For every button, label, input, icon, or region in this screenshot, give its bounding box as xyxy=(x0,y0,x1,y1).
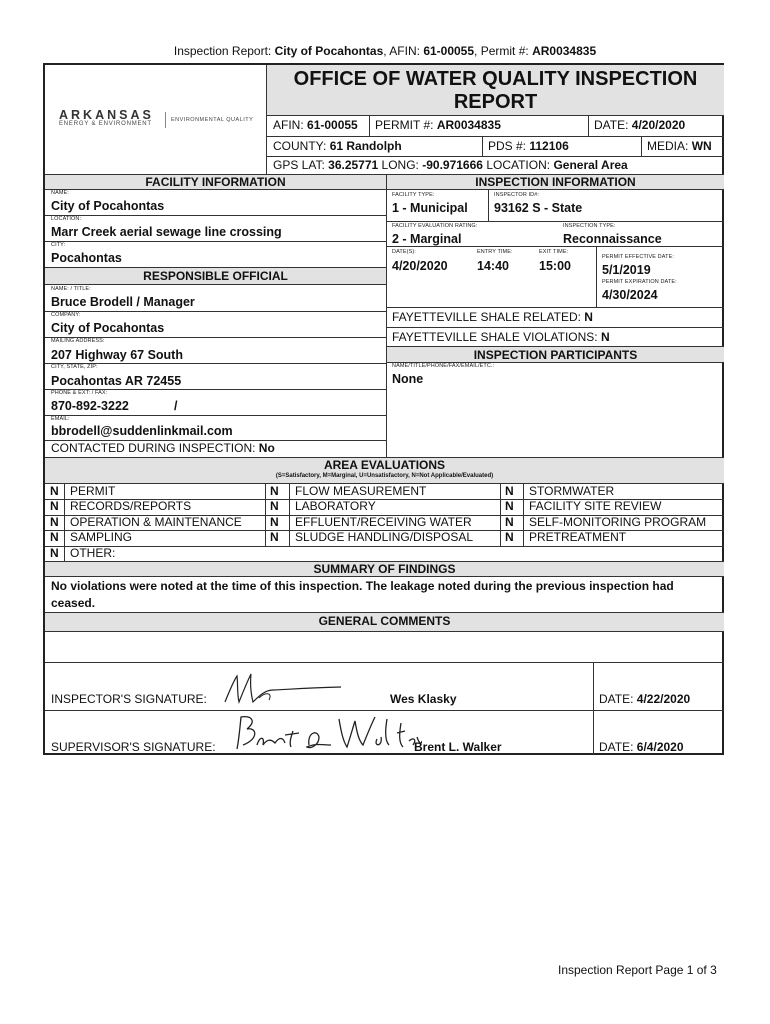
header-permit: AR0034835 xyxy=(532,44,597,58)
report-title xyxy=(267,68,724,114)
date-value: 4/20/2020 xyxy=(631,118,686,132)
gps-long-value: -90.971666 xyxy=(422,158,483,172)
official-company: City of Pocahontas xyxy=(51,321,165,335)
area-evaluations-heading: AREA EVALUATIONS xyxy=(323,458,446,472)
header-afin-prefix: , AFIN: xyxy=(383,44,420,58)
inspector-date-label: DATE: xyxy=(599,692,634,706)
permit-expiration-label: PERMIT EXPIRATION DATE: xyxy=(602,279,677,285)
area-rating-code: N xyxy=(505,530,514,545)
area-rating-code: N xyxy=(50,499,59,514)
area-rating-label: LABORATORY xyxy=(295,499,376,514)
inspector-signature-image xyxy=(221,668,371,708)
header-facility: City of Pocahontas xyxy=(274,44,384,58)
facility-city-label: CITY: xyxy=(51,242,66,248)
supervisor-date-label: DATE: xyxy=(599,740,634,754)
logo-division: ENVIRONMENTAL QUALITY xyxy=(171,117,254,123)
county-value: 61 Randolph xyxy=(329,139,402,153)
facility-location: Marr Creek aerial sewage line crossing xyxy=(51,225,282,239)
date-label: DATE: xyxy=(594,118,629,132)
participants-label: NAME/TITLE/PHONE/FAX/EMAIL/ETC.: xyxy=(392,363,495,369)
area-rating-label: SELF-MONITORING PROGRAM xyxy=(529,514,707,529)
facility-info-heading: FACILITY INFORMATION xyxy=(145,175,286,189)
pds-value: 112106 xyxy=(529,139,569,153)
inspection-dates: 4/20/2020 xyxy=(392,259,448,273)
inspection-dates-label: DATE(S): xyxy=(392,249,416,255)
permit-effective-label: PERMIT EFFECTIVE DATE: xyxy=(602,254,674,260)
permit-field xyxy=(375,118,501,132)
area-rating-label: OTHER: xyxy=(70,545,116,560)
inspector-date-field xyxy=(599,692,690,706)
official-email-label: EMAIL: xyxy=(51,416,70,422)
official-csz-label: CITY, STATE, ZIP: xyxy=(51,364,98,370)
agency-logo xyxy=(59,108,154,127)
county-field xyxy=(273,139,402,153)
report-form xyxy=(43,63,724,755)
official-csz: Pocahontas AR 72455 xyxy=(51,374,182,388)
general-comments-heading: GENERAL COMMENTS xyxy=(318,614,451,628)
supervisor-name: Brent L. Walker xyxy=(414,740,502,754)
area-evaluations-legend: (S=Satisfactory, M=Marginal, U=Unsatisfactory, N=Not Applicable/Evaluated) xyxy=(275,473,494,479)
exit-time: 15:00 xyxy=(539,259,571,273)
area-rating-label: STORMWATER xyxy=(529,484,615,498)
official-mail: 207 Highway 67 South xyxy=(51,348,183,362)
facility-city: Pocahontas xyxy=(51,251,122,265)
header-afin: 61-00055 xyxy=(423,44,475,58)
report-title-line2: REPORT xyxy=(453,91,538,113)
area-rating-code: N xyxy=(50,530,59,545)
media-field xyxy=(647,139,712,153)
findings-line-1: No violations were noted at the time of this inspection. The leakage noted during the previous inspection had xyxy=(51,579,674,593)
shale-violations-field xyxy=(392,330,610,344)
inspection-info-heading: INSPECTION INFORMATION xyxy=(475,175,636,189)
gps-field xyxy=(273,158,628,172)
entry-time-label: ENTRY TIME: xyxy=(477,249,513,255)
area-rating-code: N xyxy=(505,514,514,529)
contacted-value: No xyxy=(258,441,275,455)
participants-value: None xyxy=(392,372,424,386)
general-comments-body xyxy=(45,632,724,662)
inspection-type: Reconnaissance xyxy=(563,232,662,246)
page-footer: Inspection Report Page 1 of 3 xyxy=(558,963,717,977)
pds-field xyxy=(488,139,569,153)
location-label: LOCATION: xyxy=(486,158,551,172)
shale-violations-label: FAYETTEVILLE SHALE VIOLATIONS: xyxy=(392,330,598,344)
official-phone-label: PHONE & EXT: / FAX: xyxy=(51,390,108,396)
facility-type: 1 - Municipal xyxy=(392,201,468,215)
area-rating-label: SLUDGE HANDLING/DISPOSAL xyxy=(295,530,474,545)
inspector-date-value: 4/22/2020 xyxy=(636,692,691,706)
official-name-label: NAME: / TITLE: xyxy=(51,286,91,292)
afin-label: AFIN: xyxy=(273,118,304,132)
area-rating-label: SAMPLING xyxy=(70,530,133,545)
logo-sub: ENERGY & ENVIRONMENT xyxy=(59,121,152,127)
afin-value: 61-00055 xyxy=(307,118,358,132)
area-rating-code: N xyxy=(270,530,279,545)
official-company-label: COMPANY: xyxy=(51,312,81,318)
evaluation-rating: 2 - Marginal xyxy=(392,232,462,246)
facility-type-label: FACILITY TYPE: xyxy=(392,192,435,198)
location-value: General Area xyxy=(553,158,628,172)
shale-related-field xyxy=(392,310,593,324)
facility-name-label: NAME: xyxy=(51,190,69,196)
participants-heading: INSPECTION PARTICIPANTS xyxy=(473,348,638,362)
inspector-id-label: INSPECTOR ID#: xyxy=(494,192,540,198)
report-title-line1: OFFICE OF WATER QUALITY INSPECTION xyxy=(293,68,698,90)
report-header xyxy=(0,44,770,58)
shale-violations-value: N xyxy=(600,330,610,344)
area-rating-label: FLOW MEASUREMENT xyxy=(295,484,427,498)
facility-name: City of Pocahontas xyxy=(51,199,165,213)
contacted-field xyxy=(51,441,275,455)
findings-heading: SUMMARY OF FINDINGS xyxy=(313,562,456,576)
logo-divider xyxy=(165,112,166,128)
supervisor-date-field xyxy=(599,740,684,754)
permit-expiration-date: 4/30/2024 xyxy=(602,288,658,302)
supervisor-signature-image xyxy=(227,711,422,756)
logo-name: ARKANSAS xyxy=(59,108,154,122)
gps-label: GPS LAT: xyxy=(273,158,325,172)
area-rating-code: N xyxy=(505,499,514,514)
inspector-signature-label: INSPECTOR'S SIGNATURE: xyxy=(51,692,207,706)
area-rating-code: N xyxy=(505,484,514,498)
facility-location-label: LOCATION: xyxy=(51,216,82,222)
inspector-name: Wes Klasky xyxy=(390,692,457,706)
media-label: MEDIA: xyxy=(647,139,689,153)
area-rating-label: PERMIT xyxy=(70,484,116,498)
afin-field xyxy=(273,118,358,132)
permit-effective-date: 5/1/2019 xyxy=(602,263,651,277)
header-prefix: Inspection Report: xyxy=(173,44,272,58)
inspector-id: 93162 S - State xyxy=(494,201,583,215)
area-rating-code: N xyxy=(270,484,279,498)
date-field xyxy=(594,118,685,132)
official-mail-label: MAILING ADDRESS: xyxy=(51,338,105,344)
area-rating-code: N xyxy=(50,514,59,529)
shale-related-label: FAYETTEVILLE SHALE RELATED: xyxy=(392,310,581,324)
area-rating-code: N xyxy=(50,545,59,560)
supervisor-date-value: 6/4/2020 xyxy=(636,740,684,754)
exit-time-label: EXIT TIME: xyxy=(539,249,569,255)
official-email: bbrodell@suddenlinkmail.com xyxy=(51,424,233,438)
area-rating-label: OPERATION & MAINTENANCE xyxy=(70,514,242,529)
pds-label: PDS #: xyxy=(488,139,527,153)
shale-related-value: N xyxy=(584,310,593,324)
area-rating-label: FACILITY SITE REVIEW xyxy=(529,499,662,514)
area-rating-label: EFFLUENT/RECEIVING WATER xyxy=(295,514,472,529)
entry-time: 14:40 xyxy=(477,259,509,273)
evaluation-rating-label: FACILITY EVALUATION RATING: xyxy=(392,223,478,229)
area-rating-label: RECORDS/REPORTS xyxy=(70,499,192,514)
area-rating-code: N xyxy=(270,499,279,514)
supervisor-signature-label: SUPERVISOR'S SIGNATURE: xyxy=(51,740,216,754)
area-rating-code: N xyxy=(270,514,279,529)
contacted-label: CONTACTED DURING INSPECTION: xyxy=(51,441,256,455)
header-permit-prefix: , Permit #: xyxy=(474,44,529,58)
responsible-official-heading: RESPONSIBLE OFFICIAL xyxy=(143,269,288,283)
permit-value: AR0034835 xyxy=(436,118,501,132)
area-rating-code: N xyxy=(50,484,59,498)
gps-long-label: LONG: xyxy=(381,158,419,172)
findings-line-2: ceased. xyxy=(51,596,96,610)
official-name: Bruce Brodell / Manager xyxy=(51,295,195,309)
media-value: WN xyxy=(691,139,712,153)
county-label: COUNTY: xyxy=(273,139,327,153)
area-rating-label: PRETREATMENT xyxy=(529,530,627,545)
gps-lat-value: 36.25771 xyxy=(328,158,379,172)
permit-label: PERMIT #: xyxy=(375,118,434,132)
inspection-type-label: INSPECTION TYPE: xyxy=(563,223,616,229)
official-phone: 870-892-3222 xyxy=(51,399,129,413)
official-fax-separator: / xyxy=(174,399,178,413)
